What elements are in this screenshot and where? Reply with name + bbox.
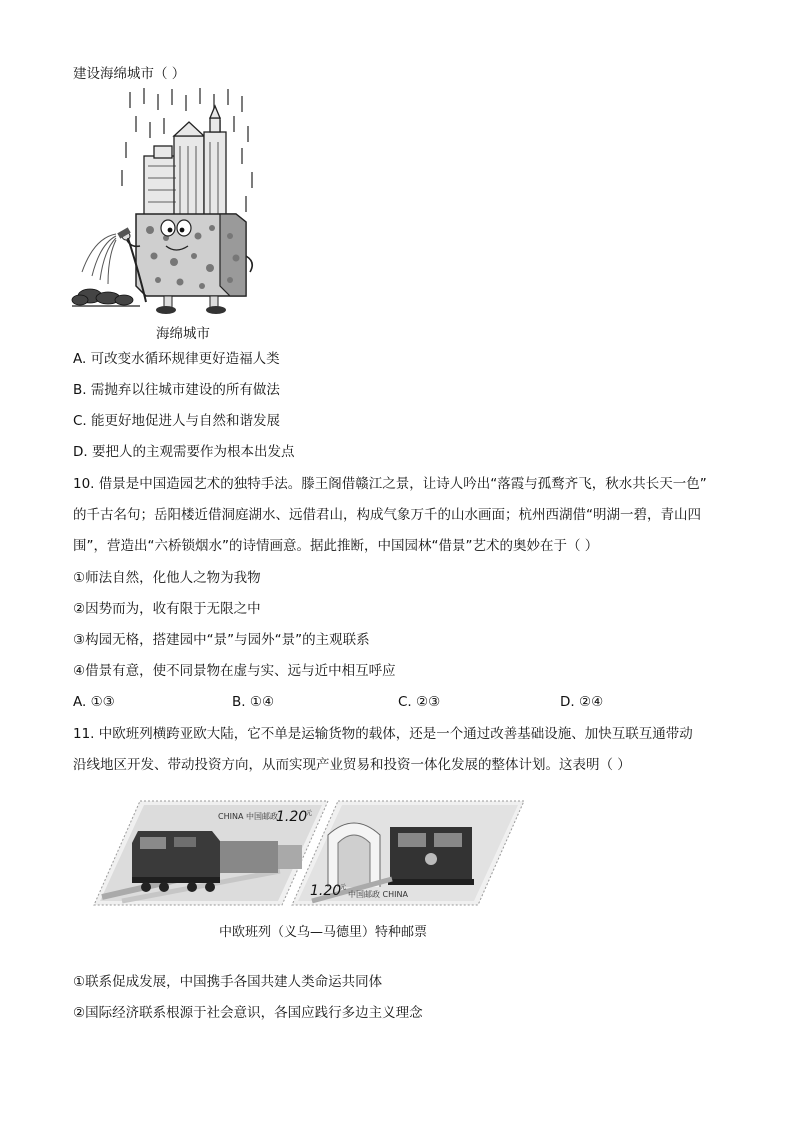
q9-option-b: B. 需抛弃以往城市建设的所有做法 <box>73 382 280 398</box>
q9-stem: 建设海绵城市（ ） <box>73 66 186 82</box>
sponge-city-caption: 海绵城市 <box>156 326 210 342</box>
stamp-caption: 中欧班列（义乌—马德里）特种邮票 <box>218 925 427 940</box>
q11-stem-line-2: 沿线地区开发、带动投资方向，从而实现产业贸易和投资一体化发展的整体计划。这表明（ ） <box>73 757 631 773</box>
q10-statement-2: ②因势而为，收有限于无限之中 <box>73 601 261 617</box>
q10-stem-line-1: 10. 借景是中国造园艺术的独特手法。滕王阁借赣江之景，让诗人吟出“落霞与孤鹜齐飞，秋水共长天一色” <box>73 476 707 492</box>
q11-statement-1: ①联系促成发展，中国携手各国共建人类命运共同体 <box>73 974 383 990</box>
stamp-left-value: 1.20 <box>276 809 308 825</box>
q10-statement-1: ①师法自然，化他人之物为我物 <box>73 570 261 586</box>
q10-choice-a: A. ①③ <box>73 694 115 710</box>
stamp-right-value: 1.20 <box>310 883 342 899</box>
stamp-right-country: 中国邮政 CHINA <box>348 890 408 899</box>
stamp-left-country: CHINA 中国邮政 <box>218 812 278 821</box>
q11-stem-line-1: 11. 中欧班列横跨亚欧大陆，它不单是运输货物的载体，还是一个通过改善基础设施、加快互联互通带动 <box>73 726 693 742</box>
q10-stem-line-2: 的千古名句；岳阳楼近借洞庭湖水、远借君山，构成气象万千的山水画面；杭州西湖借“明湖一碧，青山四 <box>73 507 701 523</box>
q10-statement-3: ③构园无格，搭建园中“景”与园外“景”的主观联系 <box>73 632 370 648</box>
stamp-left-unit: 元 <box>306 810 313 817</box>
q10-choice-c: C. ②③ <box>398 694 441 710</box>
q10-choice-b: B. ①④ <box>232 694 275 710</box>
q10-stem-line-3: 围”，营造出“六桥锁烟水”的诗情画意。据此推断，中国园林“借景”艺术的奥妙在于（ ） <box>73 538 599 554</box>
stamp-right-unit: 元 <box>340 884 347 891</box>
q11-statement-2: ②国际经济联系根源于社会意识，各国应践行多边主义理念 <box>73 1005 423 1021</box>
train-stamp-sheet <box>92 797 528 909</box>
q10-choice-d: D. ②④ <box>560 694 604 710</box>
sponge-city-cartoon <box>70 86 262 316</box>
q9-option-d: D. 要把人的主观需要作为根本出发点 <box>73 444 295 460</box>
q10-statement-4: ④借景有意，使不同景物在虚与实、远与近中相互呼应 <box>73 663 396 679</box>
q9-option-a: A. 可改变水循环规律更好造福人类 <box>73 351 280 367</box>
q9-option-c: C. 能更好地促进人与自然和谐发展 <box>73 413 281 429</box>
